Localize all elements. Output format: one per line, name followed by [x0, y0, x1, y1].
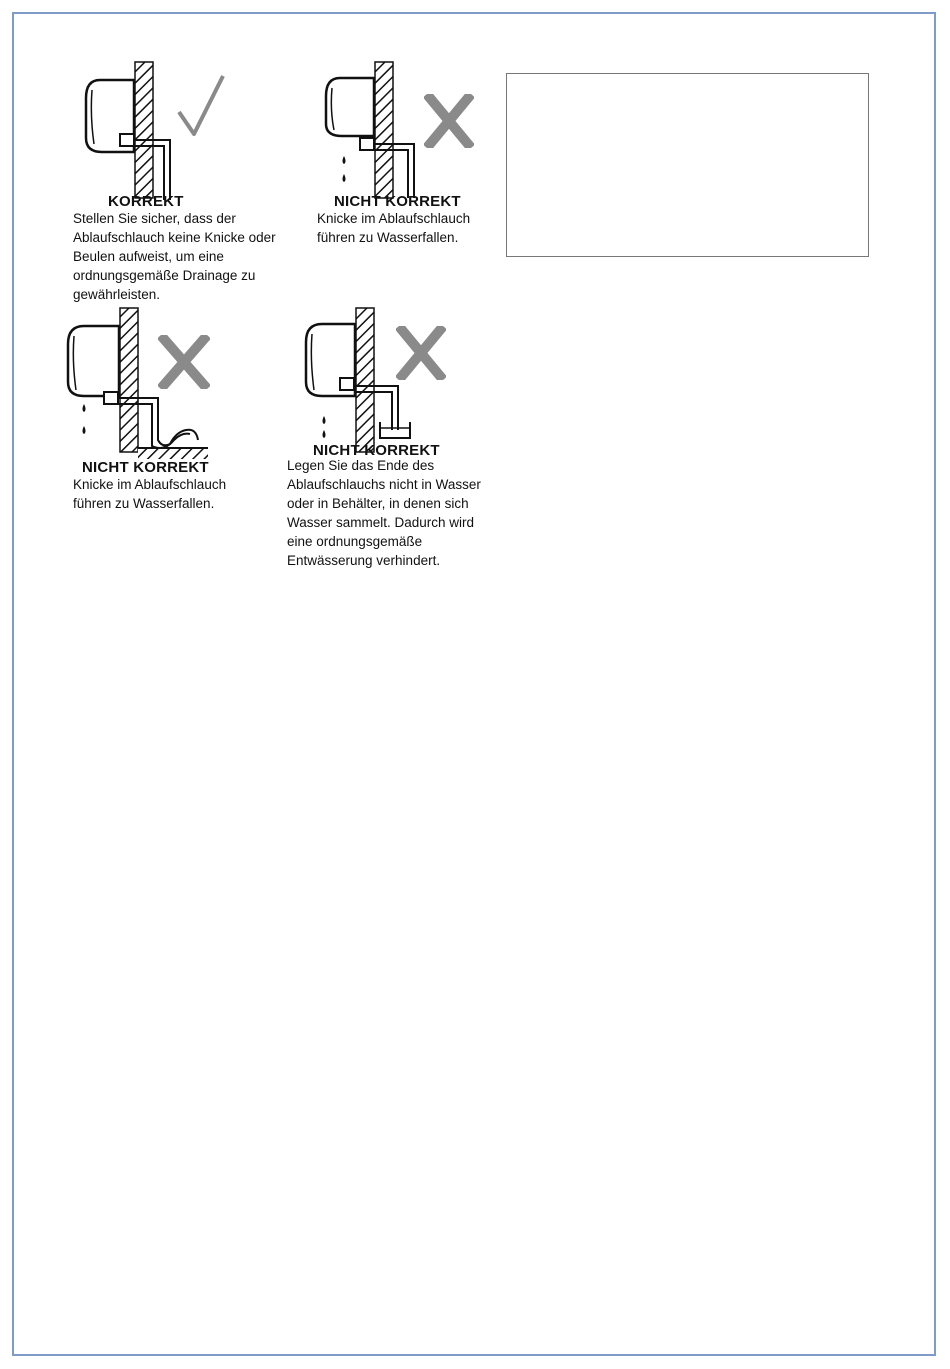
x-mark-icon	[424, 94, 474, 148]
caption-text: Knicke im Ablaufschlauch führen zu Wasserfallen.	[317, 211, 471, 245]
status-heading: NICHT KORREKT	[313, 442, 440, 459]
x-mark-icon	[396, 326, 446, 380]
caption-text: Stellen Sie sicher, dass der Ablaufschlauch keine Knicke oder Beulen aufweist, um eine ordnungsgemäße Drainage zu gewährleisten.	[73, 211, 276, 302]
caption-text: Knicke im Ablaufschlauch führen zu Wasserfallen.	[73, 477, 227, 511]
status-heading: KORREKT	[108, 193, 184, 210]
status-heading: NICHT KORREKT	[82, 459, 209, 476]
check-icon	[176, 72, 228, 142]
caption-text: Legen Sie das Ende des Ablaufschlauchs nicht in Wasser oder in Behälter, in denen sich Wasser sammelt. Dadurch wird eine ordnungsgemäße Entwässerung verhindert.	[287, 458, 481, 568]
x-mark-icon	[158, 335, 210, 389]
empty-box	[506, 73, 869, 257]
status-heading: NICHT KORREKT	[334, 193, 461, 210]
wall	[135, 62, 153, 198]
